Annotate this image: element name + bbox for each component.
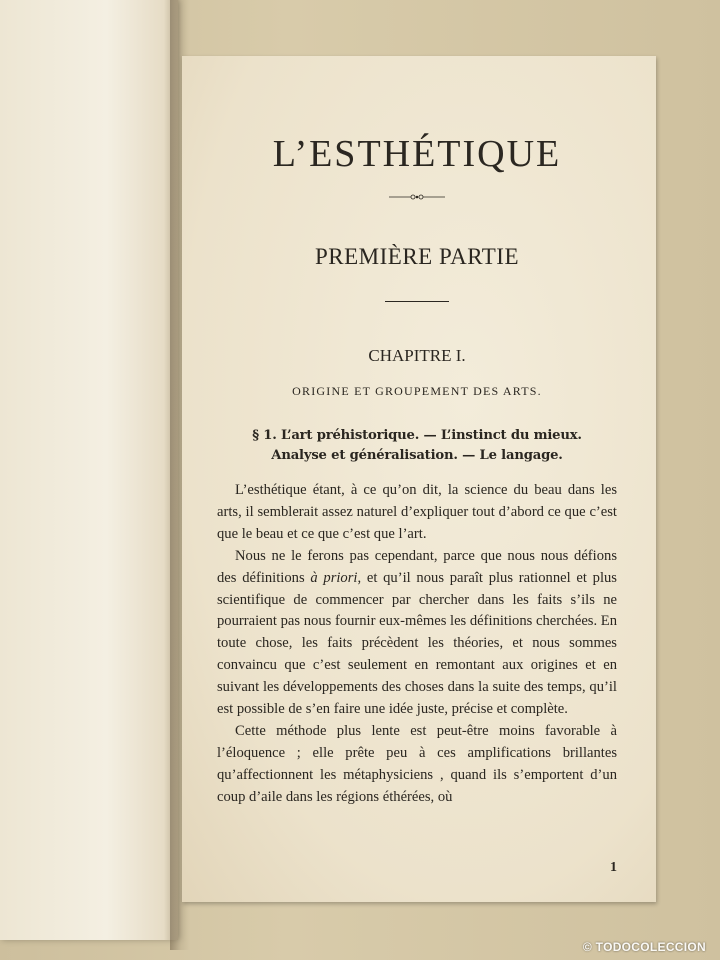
page-content — [217, 56, 617, 902]
italic-a-priori: à priori — [310, 569, 358, 586]
section-heading — [217, 426, 617, 466]
paragraph-3: Cette méthode plus lente est peut-être moins favorable à l’éloquence ; elle prête peu à ces amplifications brillantes qu’affectionnent les métaphysiciens , quand ils s’emportent d’un coup d’aile dans les régions éthérées, où — [217, 722, 617, 805]
left-page — [0, 0, 178, 940]
chapter-subtitle: ORIGINE ET GROUPEMENT DES ARTS. — [292, 384, 542, 398]
section-heading-line-1: § 1. L’art préhistorique. — L’instinct du mieux. — [252, 428, 582, 443]
body-text — [217, 480, 617, 809]
right-page — [182, 56, 656, 902]
page-number: 1 — [610, 860, 617, 875]
paragraph-1: L’esthétique étant, à ce qu’on dit, la science du beau dans les arts, il semblerait assez naturel d’expliquer tout d’abord ce que c’est que le beau et ce que c’est que l’art. — [217, 482, 617, 542]
section-heading-line-2: Analyse et généralisation. — Le langage. — [271, 448, 563, 463]
paragraph-2-end: , et qu’il nous paraît plus rationnel et plus scientifique de commencer par chercher dans les faits s’ils ne pourraient pas nous fournir eux-mêmes les définitions cherchées. En toute chose, les faits précèdent les théories, et nous sommes convaincu que c’est seulement en remontant aux origines et en suivant les développements des choses dans la suite des temps, qu’il est possible de s’en faire une idée juste, précise et complète. — [217, 569, 617, 718]
watermark: © TODOCOLECCION — [582, 940, 706, 954]
part-title: PREMIÈRE PARTIE — [315, 244, 519, 269]
book-title: L’ESTHÉTIQUE — [272, 133, 562, 175]
paragraph-2-start: Nous ne le ferons pas cependant, parce que nous nous défions des définitions — [217, 547, 617, 586]
chapter-title: CHAPITRE I. — [368, 346, 466, 365]
ornament-icon — [387, 192, 447, 202]
divider-rule — [385, 301, 449, 302]
paragraph-2 — [217, 546, 617, 721]
